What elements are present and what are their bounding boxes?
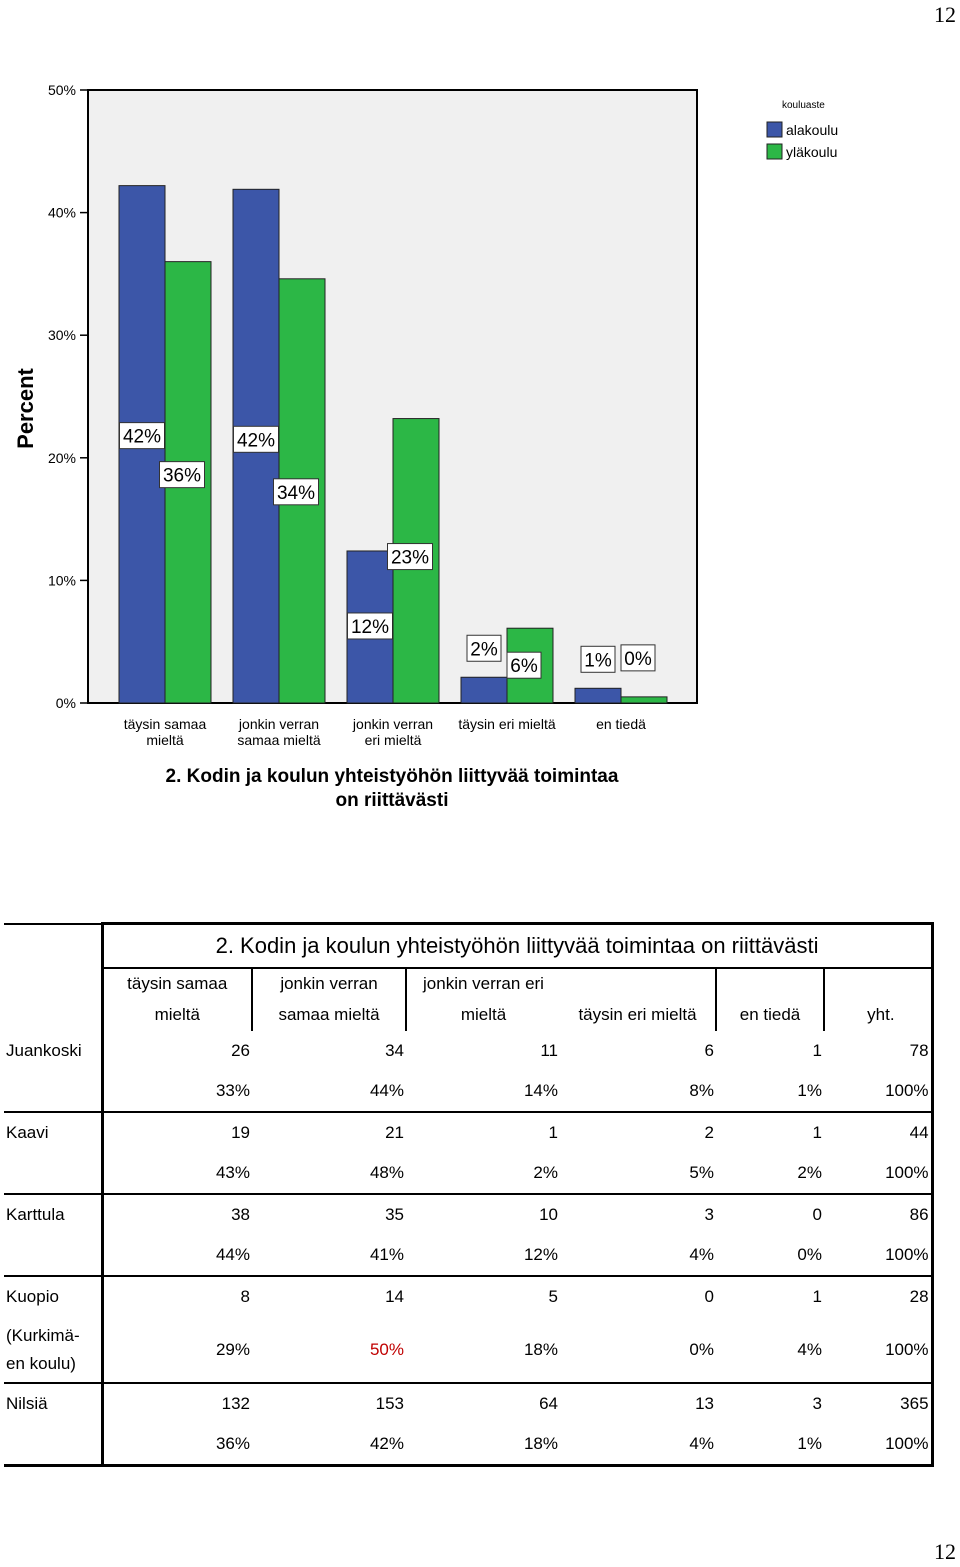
legend-label: alakoulu	[786, 122, 839, 138]
chart-title: on riittävästi	[335, 790, 449, 811]
count-cell: 1	[812, 1123, 822, 1142]
percent-cell: 43%	[102, 1153, 252, 1194]
header-col-4-line1	[560, 968, 716, 999]
percent-cell: 2%	[406, 1153, 560, 1194]
row-label-line3: en koulu)	[6, 1353, 76, 1373]
percent-cell: 12%	[406, 1235, 560, 1276]
row-label-empty	[4, 1235, 102, 1276]
percent-cell: 4%	[716, 1317, 824, 1383]
count-cell: 3	[704, 1205, 714, 1224]
data-label: 23%	[390, 547, 430, 569]
row-label: Nilsiä	[4, 1383, 102, 1424]
percent-cell: 41%	[252, 1235, 406, 1276]
percent-cell: 4%	[560, 1424, 716, 1466]
percent-cell: 29%	[102, 1317, 252, 1383]
count-cell: 10	[539, 1205, 558, 1224]
percent-cell: 33%	[102, 1071, 252, 1112]
data-label: 12%	[350, 616, 390, 638]
count-cell: 11	[540, 1041, 558, 1060]
percent-cell: 42%	[252, 1424, 406, 1466]
count-cell: 1	[812, 1041, 822, 1060]
header-col-1: mieltä	[154, 1005, 200, 1024]
x-tick-label: täysin eri mieltä	[458, 716, 556, 732]
count-cell: 365	[824, 1383, 932, 1424]
row-label-empty	[4, 1071, 102, 1112]
row-label: Karttula	[4, 1194, 102, 1235]
header-col-4: täysin eri mieltä	[578, 1005, 697, 1024]
row-label: Kaavi	[4, 1112, 102, 1153]
header-empty-2	[4, 999, 102, 1031]
row-label-empty	[4, 1424, 102, 1466]
page-number-top: 12	[934, 2, 956, 27]
data-label: 1%	[584, 650, 612, 672]
x-tick-label: täysin samaa	[123, 716, 207, 732]
legend-label: yläkoulu	[786, 144, 838, 160]
percent-cell-highlighted: 50%	[252, 1317, 406, 1383]
percent-cell: 1%	[716, 1071, 824, 1112]
data-label: 0%	[624, 648, 652, 670]
count-cell: 8	[240, 1287, 250, 1306]
y-tick-label: 40%	[47, 204, 76, 221]
count-cell: 14	[385, 1287, 404, 1306]
percent-cell: 100%	[824, 1317, 932, 1383]
count-cell: 38	[231, 1205, 250, 1224]
bar	[575, 688, 621, 703]
legend-swatch	[767, 122, 782, 137]
results-table-wrapper	[4, 922, 932, 1467]
data-label: 6%	[510, 656, 538, 678]
header-col-6: yht.	[824, 999, 932, 1031]
count-cell: 21	[385, 1123, 404, 1142]
chart-title: 2. Kodin ja koulun yhteistyöhön liittyvää toimintaa	[165, 766, 619, 787]
count-cell: 78	[824, 1031, 932, 1071]
count-cell: 1	[548, 1123, 558, 1142]
percent-cell: 14%	[406, 1071, 560, 1112]
data-label: 34%	[276, 482, 316, 504]
percent-cell: 100%	[824, 1153, 932, 1194]
y-tick-label: 10%	[47, 572, 76, 589]
x-tick-label: eri mieltä	[364, 732, 422, 748]
header-col-6-line1	[824, 968, 932, 999]
data-label: 42%	[236, 430, 276, 452]
header-col-3: mieltä	[406, 999, 560, 1031]
percent-cell: 5%	[560, 1153, 716, 1194]
y-tick-label: 0%	[55, 695, 76, 711]
header-col-2: samaa mieltä	[252, 999, 406, 1031]
bar-chart	[0, 80, 960, 820]
x-tick-label: mieltä	[146, 732, 184, 748]
count-cell: 3	[812, 1394, 822, 1413]
percent-cell: 18%	[406, 1317, 560, 1383]
legend-swatch	[767, 144, 782, 159]
count-cell: 0	[704, 1287, 714, 1306]
bar	[461, 677, 507, 703]
percent-cell: 100%	[824, 1424, 932, 1466]
row-label-empty	[4, 1153, 102, 1194]
percent-cell: 0%	[716, 1235, 824, 1276]
percent-cell: 1%	[716, 1424, 824, 1466]
count-cell: 13	[695, 1394, 714, 1413]
header-col-2-line1: jonkin verran	[252, 968, 406, 999]
count-cell: 64	[539, 1394, 558, 1413]
percent-cell: 36%	[102, 1424, 252, 1466]
percent-cell: 2%	[716, 1153, 824, 1194]
count-cell: 2	[704, 1123, 714, 1142]
row-label-line2: (Kurkimä-	[6, 1325, 80, 1345]
data-label: 2%	[470, 639, 498, 661]
percent-cell: 100%	[824, 1235, 932, 1276]
y-tick-label: 30%	[47, 327, 76, 344]
percent-cell: 4%	[560, 1235, 716, 1276]
data-label: 42%	[122, 426, 162, 448]
data-label: 36%	[162, 465, 202, 487]
count-cell: 28	[824, 1276, 932, 1317]
table-corner	[4, 924, 102, 969]
y-tick-label: 20%	[47, 449, 76, 466]
count-cell: 19	[231, 1123, 250, 1142]
count-cell: 153	[375, 1394, 404, 1413]
count-cell: 0	[812, 1205, 822, 1224]
count-cell: 86	[824, 1194, 932, 1235]
header-col-3-line1: jonkin verran eri	[406, 968, 560, 999]
percent-cell: 44%	[252, 1071, 406, 1112]
count-cell: 1	[812, 1287, 822, 1306]
percent-cell: 100%	[824, 1071, 932, 1112]
y-tick-label: 50%	[47, 82, 76, 98]
count-cell: 44	[824, 1112, 932, 1153]
header-col-5: en tiedä	[716, 999, 824, 1031]
bar	[621, 697, 667, 703]
header-col-1-line1: täysin samaa	[127, 974, 228, 993]
count-cell: 132	[221, 1394, 250, 1413]
x-tick-label: en tiedä	[596, 716, 646, 732]
row-label-line1: Kuopio	[4, 1276, 102, 1317]
count-cell: 26	[231, 1041, 250, 1060]
count-cell: 6	[704, 1041, 714, 1060]
header-empty	[4, 968, 102, 999]
percent-cell: 48%	[252, 1153, 406, 1194]
row-label-continued	[4, 1317, 102, 1383]
count-cell: 5	[548, 1287, 558, 1306]
percent-cell: 8%	[560, 1071, 716, 1112]
count-cell: 35	[385, 1205, 404, 1224]
percent-cell: 44%	[102, 1235, 252, 1276]
x-tick-label: jonkin verran	[352, 716, 434, 732]
percent-cell: 0%	[560, 1317, 716, 1383]
results-table	[4, 922, 934, 1467]
count-cell: 34	[385, 1041, 404, 1060]
legend-title: kouluaste	[782, 100, 825, 111]
x-tick-label: jonkin verran	[238, 716, 320, 732]
x-tick-label: samaa mieltä	[237, 732, 321, 748]
header-col-5-line1	[716, 968, 824, 999]
table-title: 2. Kodin ja koulun yhteistyöhön liittyvää toimintaa on riittävästi	[102, 924, 932, 969]
row-label: Juankoski	[4, 1031, 102, 1071]
page-number-bottom: 12	[934, 1539, 956, 1564]
y-axis-title: Percent	[13, 368, 38, 449]
percent-cell: 18%	[406, 1424, 560, 1466]
